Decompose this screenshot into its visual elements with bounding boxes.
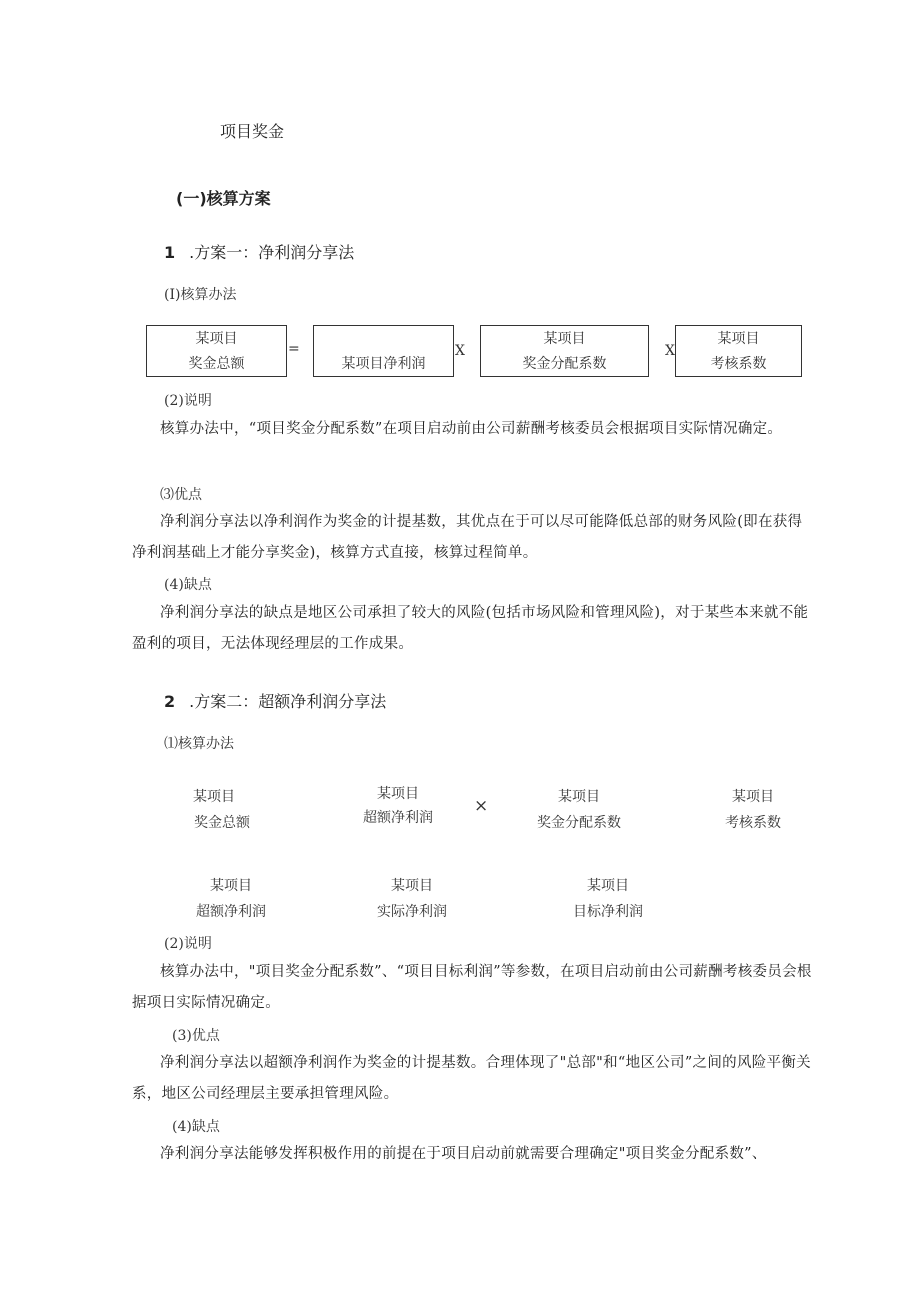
- plan2-heading-text: .方案二：超额净利润分享法: [189, 692, 387, 711]
- plan2-explain-label: (2)说明: [164, 936, 212, 952]
- formula1-box-total-bonus: [146, 325, 287, 377]
- plan2-pros-label: (3)优点: [172, 1028, 220, 1044]
- formula2-excess-profit-def: [166, 873, 296, 925]
- formula1-box1-line1: 某项目: [195, 331, 238, 347]
- formula2-actual-profit: [347, 873, 477, 925]
- formula2-c1-line2: 超额净利润: [196, 904, 266, 920]
- formula2-a2-line2: 超额净利润: [363, 810, 433, 826]
- formula1-box-net-profit: [313, 325, 454, 377]
- plan1-cons-text: 净利润分享法的缺点是地区公司承担了较大的风险(包括市场风险和管理风险)，对于某些本来就不能盈利的项目，无法体现经理层的工作成果。: [132, 605, 809, 652]
- formula1-box2-text: 某项目净利润: [341, 356, 426, 372]
- formula2-c1-line1: 某项目: [210, 878, 252, 894]
- formula2-assessment: [688, 784, 818, 836]
- formula2-a3-line2: 奖金分配系数: [537, 815, 621, 831]
- plan2-heading-num: 2: [164, 692, 176, 711]
- plan1-cons-label: (4)缺点: [164, 577, 212, 593]
- plan2-heading: [164, 689, 386, 712]
- plan1-method-label: (I)核算办法: [164, 287, 237, 303]
- formula2-a1-line2: 奖金总额: [194, 815, 250, 831]
- plan2-cons-label: (4)缺点: [172, 1119, 220, 1135]
- formula2-a1-line1: 某项目: [193, 789, 235, 805]
- formula2-c2-line1: 某项目: [391, 878, 433, 894]
- formula1-box1-line2: 奖金总额: [188, 356, 245, 372]
- plan2-explain-text: 核算办法中，"项目奖金分配系数”、“项目目标利润”等参数，在项目启动前由公司薪酬考核委员会根据项日实际情况确定。: [132, 964, 812, 1011]
- formula2-c2-line2: 实际净利润: [377, 904, 447, 920]
- plan2-pros-text: 净利润分享法以超额净利润作为奖金的计提基数。合理体现了"总部"和“地区公司”之间的风险平衡关系，地区公司经理层主要承担管理风险。: [132, 1055, 811, 1102]
- formula2-c3-line2: 目标净利润: [573, 904, 643, 920]
- formula2-target-profit: [543, 873, 673, 925]
- plan1-pros-label: ⑶优点: [160, 487, 202, 503]
- formula1-times-1: X: [455, 343, 465, 359]
- plan1-heading-text: .方案一：净利润分享法: [189, 243, 355, 262]
- formula2-total-bonus: [157, 784, 287, 836]
- formula2-a3-line1: 某项目: [558, 789, 600, 805]
- section-heading-1: (一)核算方案: [176, 189, 271, 208]
- plan2-method-label: ⑴核算办法: [164, 736, 234, 752]
- formula2-excess-profit: [333, 782, 463, 830]
- formula1-times-2: X: [665, 343, 675, 359]
- formula2-times: ×: [474, 796, 489, 816]
- plan1-pros-text: 净利润分享法以净利润作为奖金的计提基数，其优点在于可以尽可能降低总部的财务风险(即在获得净利润基础上才能分享奖金)，核算方式直接，核算过程简单。: [132, 514, 803, 561]
- formula2-a2-line1: 某项目: [377, 786, 419, 802]
- formula1-box-coefficient: [480, 325, 649, 377]
- formula2-c3-line1: 某项目: [587, 878, 629, 894]
- plan1-heading-num: 1: [164, 243, 176, 262]
- formula1-box-assessment: [675, 325, 802, 377]
- formula2-a4-line1: 某项目: [732, 789, 774, 805]
- formula2-coefficient: [514, 784, 644, 836]
- formula2-a4-line2: 考核系数: [725, 815, 781, 831]
- plan1-explain-text: 核算办法中，“项目奖金分配系数”在项目启动前由公司薪酬考核委员会根据项目实际情况确定。: [160, 421, 783, 437]
- plan1-heading: [164, 240, 354, 263]
- formula1-box3-line2: 奖金分配系数: [522, 356, 607, 372]
- plan1-explain-label: (2)说明: [164, 393, 212, 409]
- formula1-box3-line1: 某项目: [543, 331, 586, 347]
- formula1-box4-line2: 考核系数: [710, 356, 767, 372]
- formula1-box4-line1: 某项目: [717, 331, 760, 347]
- page-title: 项目奖金: [220, 122, 285, 141]
- formula1-equals: =: [288, 341, 300, 357]
- plan2-cons-text: 净利润分享法能够发挥积极作用的前提在于项目启动前就需要合理确定"项目奖金分配系数”、: [160, 1146, 767, 1162]
